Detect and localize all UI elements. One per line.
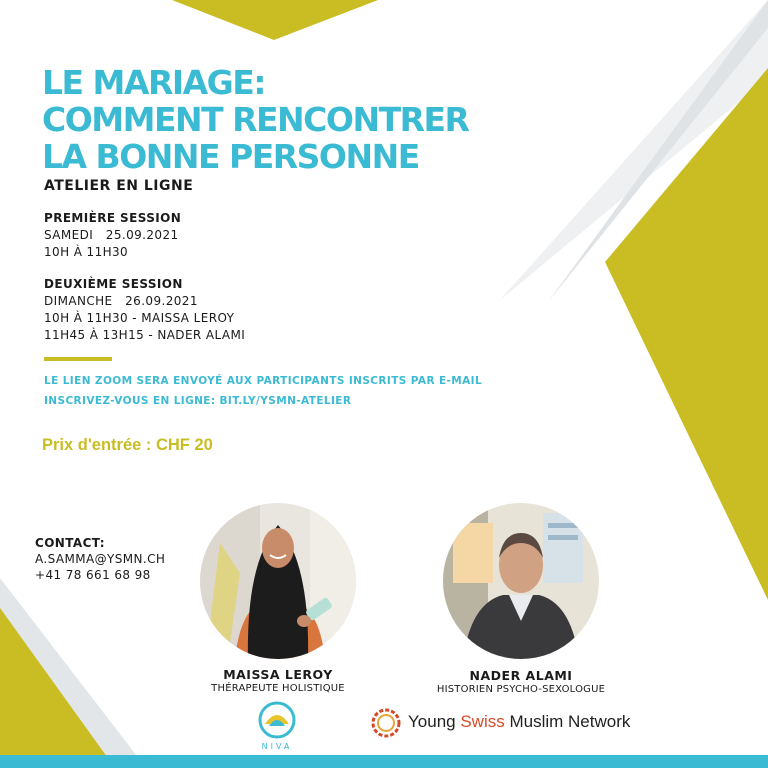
title-line-2: COMMENT RENCONTRER: [42, 100, 469, 139]
ysmn-text-young: Young: [408, 712, 461, 731]
session-2-date: DIMANCHE 26.09.2021: [44, 294, 198, 308]
zoom-note: LE LIEN ZOOM SERA ENVOYÉ AUX PARTICIPANTS INSCRITS PAR E-MAIL: [44, 375, 483, 387]
registration-link[interactable]: INSCRIVEZ-VOUS EN LIGNE: BIT.LY/YSMN-ATELIER: [44, 395, 352, 407]
contact-email[interactable]: A.SAMMA@YSMN.CH: [35, 552, 166, 566]
session-1-time: 10H À 11H30: [44, 245, 129, 259]
session-2: [44, 276, 245, 344]
ysmn-text-swiss: Swiss: [460, 712, 505, 731]
section-divider: [44, 357, 112, 361]
speaker-2-photo: [443, 503, 599, 659]
speaker-2-name: NADER ALAMI: [469, 668, 573, 683]
ysmn-logo-text: [408, 712, 630, 732]
session-1: [44, 210, 181, 261]
contact-block: [35, 535, 165, 583]
speaker-1-role: THÉRAPEUTE HOLISTIQUE: [211, 683, 345, 694]
ysmn-logo-mark: [370, 707, 402, 739]
title-line-1: LE MARIAGE:: [42, 63, 265, 102]
contact-heading: CONTACT:: [35, 536, 105, 550]
speaker-1-photo: [200, 503, 356, 659]
title-line-3: LA BONNE PERSONNE: [42, 137, 419, 176]
session-2-slot-1: 10H À 11H30 - MAISSA LEROY: [44, 311, 235, 325]
session-2-heading: DEUXIÈME SESSION: [44, 277, 183, 291]
event-subtitle: ATELIER EN LIGNE: [44, 178, 194, 194]
speaker-1-name: MAISSA LEROY: [223, 667, 333, 682]
niva-logo-text: NIVA: [261, 742, 293, 751]
page-title: [42, 64, 468, 175]
niva-logo: [257, 700, 297, 740]
session-1-date: SAMEDI 25.09.2021: [44, 228, 179, 242]
entry-price: Prix d'entrée : CHF 20: [42, 436, 213, 454]
contact-phone[interactable]: +41 78 661 68 98: [35, 568, 151, 582]
speaker-2-role: HISTORIEN PSYCHO-SEXOLOGUE: [436, 684, 606, 695]
session-2-slot-2: 11H45 À 13H15 - NADER ALAMI: [44, 328, 246, 342]
ysmn-text-network: Muslim Network: [504, 712, 631, 731]
session-1-heading: PREMIÈRE SESSION: [44, 211, 182, 225]
